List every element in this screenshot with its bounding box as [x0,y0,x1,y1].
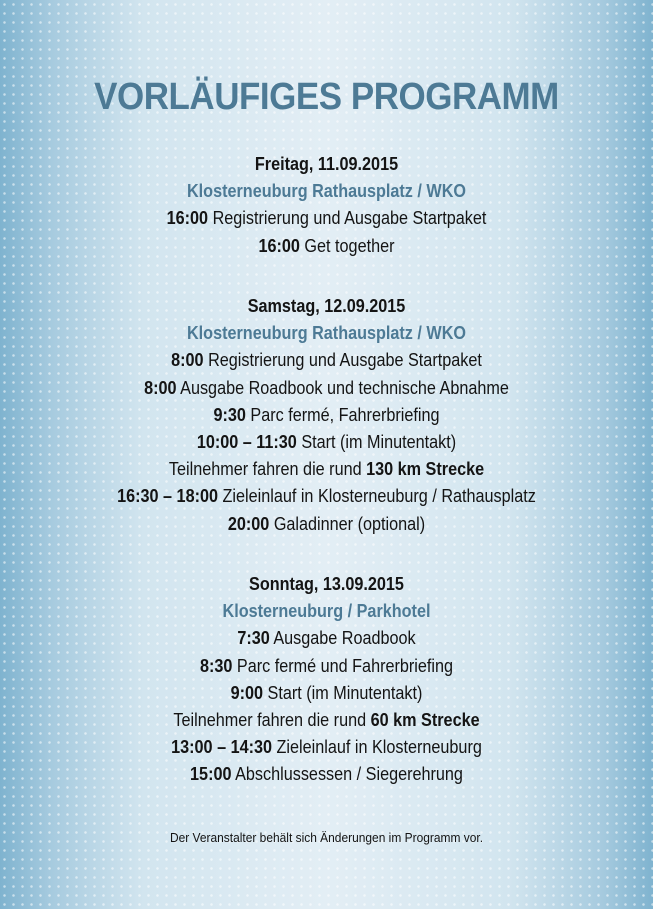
schedule-text: Start (im Minutentakt) [263,682,423,703]
day-heading: Samstag, 12.09.2015 [247,296,406,316]
day-heading: Sonntag, 13.09.2015 [249,574,404,594]
schedule-text: Get together [299,235,395,256]
route-note-text: Teilnehmer fahren die rund [168,459,367,480]
schedule-item [33,511,621,538]
schedule-text: Registrierung und Ausgabe Startpaket [208,208,487,229]
schedule-text: Start (im Minutentakt) [296,431,457,452]
schedule-item [33,625,621,652]
schedule-item [33,205,621,232]
schedule-text: Registrierung und Ausgabe Startpaket [203,350,482,371]
schedule-time: 7:30 [237,628,270,649]
schedule-item [33,375,621,402]
schedule-time: 8:30 [199,655,233,676]
schedule-time: 9:00 [230,682,264,703]
schedule-item [33,347,621,374]
route-distance: 60 km Strecke [370,709,480,730]
day-block-sunday [0,571,653,789]
schedule-text: Parc fermé und Fahrerbriefing [232,655,454,676]
route-note-text: Teilnehmer fahren die rund [173,709,371,730]
schedule-item [33,680,621,707]
schedule-time: 16:00 [258,235,300,256]
day-block-friday [0,151,653,260]
venue-label: Klosterneuburg / Parkhotel [222,601,431,622]
schedule-item [33,402,621,429]
schedule-time: 8:00 [144,377,177,398]
schedule-text: Galadinner (optional) [269,513,426,534]
day-heading: Freitag, 11.09.2015 [254,154,399,174]
schedule-time: 16:00 [166,208,209,229]
schedule-time: 10:00 – 11:30 [196,431,297,452]
footnote: Der Veranstalter behält sich Änderungen im Programm vor. [169,830,484,845]
schedule-text: Zieleinlauf in Klosterneuburg / Rathausplatz [217,486,536,507]
route-distance: 130 km Strecke [366,459,485,480]
schedule-time: 20:00 [227,513,270,534]
route-note [33,456,621,483]
schedule-item [33,761,621,788]
schedule-item [33,653,621,680]
schedule-time: 16:30 – 18:00 [117,486,218,507]
route-note [33,707,621,734]
schedule-text: Ausgabe Roadbook [269,628,416,649]
schedule-item [33,233,621,260]
schedule-text: Ausgabe Roadbook und technische Abnahme [176,377,509,398]
venue-label: Klosterneuburg Rathausplatz / WKO [186,323,467,344]
schedule-text: Parc fermé, Fahrerbriefing [245,404,440,425]
schedule-item [33,734,621,761]
schedule-item [33,483,621,510]
page-title: VORLÄUFIGES PROGRAMM [94,76,559,118]
schedule-time: 9:30 [213,404,246,425]
day-block-saturday [0,293,653,538]
schedule-item [33,429,621,456]
schedule-text: Zieleinlauf in Klosterneuburg [272,737,482,758]
schedule-text: Abschlussessen / Siegerehrung [231,764,463,785]
schedule-time: 15:00 [190,764,232,785]
schedule-time: 13:00 – 14:30 [171,737,273,758]
schedule-time: 8:00 [171,350,204,371]
venue-label: Klosterneuburg Rathausplatz / WKO [186,181,467,202]
